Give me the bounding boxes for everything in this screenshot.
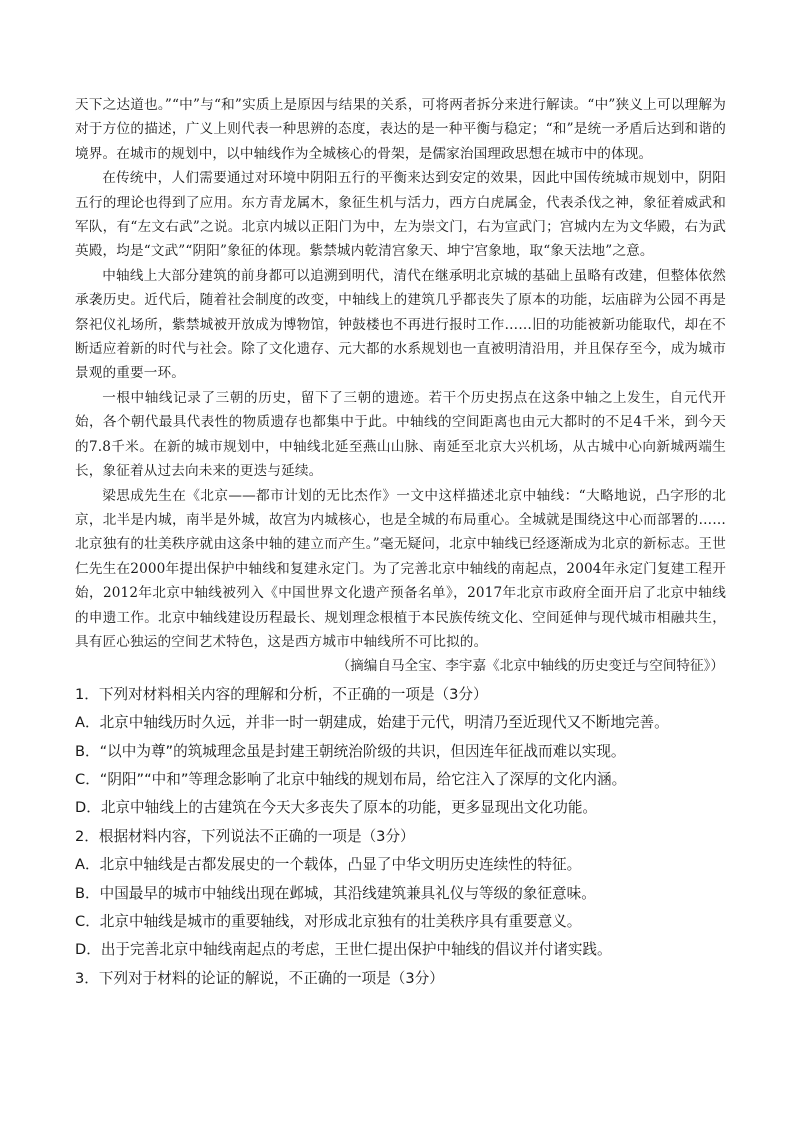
- passage-paragraph-2: 在传统中，人们需要通过对环境中阴阳五行的平衡来达到安定的效果，因此中国传统城市规划中，阴阳五行的理论也得到了应用。东方青龙属木，象征生机与活力，西方白虎属金，代表杀伐之神，象征着威武和军队，有“左文右武”之说。北京内城以正阳门为中，左为崇文门，右为宣武门；宫城内左为文华殿，右为武英殿，均是“文武”“阴阳”象征的体现。紫禁城内乾清宫象天、坤宁宫象地，取“象天法地”之意。: [75, 170, 726, 260]
- source-citation: （摘编自马全宝、李宇嘉《北京中轴线的历史变迁与空间特征》）: [336, 658, 724, 675]
- question-2-option-a: A．北京中轴线是古都发展史的一个载体，凸显了中华文明历史连续性的特征。: [75, 856, 582, 874]
- passage-paragraph-5: 梁思成先生在《北京——都市计划的无比杰作》一文中这样描述北京中轴线：“大略地说，凸字形的北京，北半是内城，南半是外城，故宫为内城核心，也是全城的布局重心。全城就是围绕这中心而部署的……北京独有的壮美秩序就由这条中轴的建立而产生。”毫无疑问，北京中轴线已经逐渐成为北京的新标志。王世仁先生在2000年提出保护中轴线和复建永定门。为了完善北京中轴线的南起点，2004年永定门复建工程开始，2012年北京中轴线被列入《中国世界文化遗产预备名单》，2017年北京市政府全面开启了北京中轴线的申遗工作。北京中轴线建设历程最长、规划理念根植于本民族传统文化、空间延伸与现代城市相融共生，具有匠心独运的空间艺术特色，这是西方城市中轴线所不可比拟的。: [75, 487, 726, 650]
- passage-paragraph-4: 一根中轴线记录了三朝的历史，留下了三朝的遗迹。若干个历史拐点在这条中轴之上发生，自元代开始，各个朝代最具代表性的物质遗存也都集中于此。中轴线的空间距离也由元大都时的不足4千米，到今天的7.8千米。在新的城市规划中，中轴线北延至燕山山脉、南延至北京大兴机场，从古城中心向新城两端生长，象征着从过去向未来的更迭与延续。: [75, 389, 726, 480]
- question-1-option-a: A．北京中轴线历时久远，并非一时一朝建成，始建于元代，明清乃至近现代又不断地完善。: [75, 714, 669, 732]
- reading-passage: [75, 93, 726, 654]
- question-2-stem: 2．根据材料内容，下列说法不正确的一项是（3分）: [75, 827, 415, 845]
- question-1-option-b: B．“以中为尊”的筑城理念虽是封建王朝统治阶级的共识，但因连年征战而难以实现。: [75, 742, 626, 760]
- question-2-option-c: C．北京中轴线是城市的重要轴线，对形成北京独有的壮美秩序具有重要意义。: [75, 913, 582, 930]
- question-1-option-c: C．“阴阳”“中和”等理念影响了北京中轴线的规划布局，给它注入了深厚的文化内涵。: [75, 770, 627, 788]
- question-3-stem: 3．下列对于材料的论证的解说，不正确的一项是（3分）: [75, 969, 444, 987]
- question-list: [75, 681, 726, 993]
- question-1-stem: 1．下列对材料相关内容的理解和分析，不正确的一项是（3分）: [75, 685, 488, 703]
- question-2-option-d: D．出于完善北京中轴线南起点的考虑，王世仁提出保护中轴线的倡议并付诸实践。: [75, 941, 612, 959]
- question-2-option-b: B．中国最早的城市中轴线出现在邺城，其沿线建筑兼具礼仪与等级的象征意味。: [75, 884, 596, 902]
- passage-paragraph-3: 中轴线上大部分建筑的前身都可以追溯到明代，清代在继承明北京城的基础上虽略有改建，但整体依然承袭历史。近代后，随着社会制度的改变，中轴线上的建筑几乎都丧失了原本的功能，坛庙辟为公园不再是祭祀仪礼场所，紫禁城被开放成为博物馆，钟鼓楼也不再进行报时工作……旧的功能被新功能取代，却在不断适应着新的时代与社会。除了文化遗存、元大都的水系规划也一直被明清沿用，并且保存至今，成为城市景观的重要一环。: [75, 267, 726, 382]
- passage-paragraph-1: 天下之达道也。”“中”与“和”实质上是原因与结果的关系，可将两者拆分来进行解读。“中”狭义上可以理解为对于方位的描述，广义上则代表一种思辨的态度，表达的是一种平衡与稳定；“和”是统一矛盾后达到和谐的境界。在城市的规划中，以中轴线作为全城核心的骨架，是儒家治国理政思想在城市中的体现。: [75, 97, 726, 162]
- question-1-option-d: D．北京中轴线上的古建筑在今天大多丧失了原本的功能，更多显现出文化功能。: [75, 799, 598, 817]
